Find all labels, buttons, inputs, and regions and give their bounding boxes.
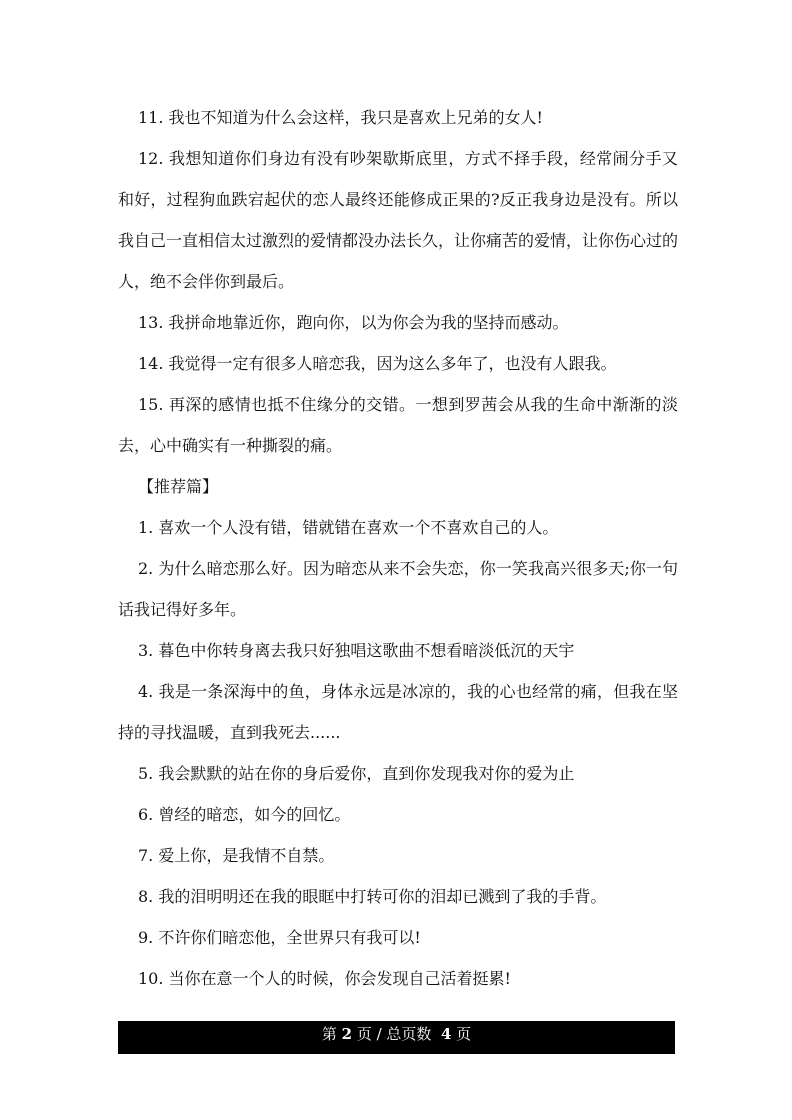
footer-total-pages: 4: [440, 1025, 452, 1043]
page-footer: [118, 1021, 675, 1054]
recommended-item-7: 7. 爱上你，是我情不自禁。: [138, 846, 335, 865]
recommended-item-9: 9. 不许你们暗恋他，全世界只有我可以!: [138, 928, 421, 947]
paragraph-11: 11. 我也不知道为什么会这样，我只是喜欢上兄弟的女人!: [138, 108, 543, 127]
footer-prefix: 第: [321, 1025, 342, 1043]
footer-middle: 页 / 总页数: [352, 1025, 441, 1043]
recommended-item-8: 8. 我的泪明明还在我的眼眶中打转可你的泪却已溅到了我的手背。: [138, 887, 607, 906]
page-content: [118, 97, 678, 999]
recommended-item-10: 10. 当你在意一个人的时候，你会发现自己活着挺累!: [138, 969, 511, 988]
recommended-item-4: 4. 我是一条深海中的鱼，身体永远是冰凉的，我的心也经常的痛，但我在坚持的寻找温暖，直到我死去......: [118, 682, 678, 742]
footer-current-page: 2: [341, 1025, 353, 1043]
recommended-item-5: 5. 我会默默的站在你的身后爱你，直到你发现我对你的爱为止: [138, 764, 575, 783]
recommended-item-3: 3. 暮色中你转身离去我只好独唱这歌曲不想看暗淡低沉的天宇: [138, 641, 575, 660]
recommended-item-1: 1. 喜欢一个人没有错，错就错在喜欢一个不喜欢自己的人。: [138, 518, 559, 537]
paragraph-12: 12. 我想知道你们身边有没有吵架歇斯底里，方式不择手段，经常闹分手又和好，过程狗血跌宕起伏的恋人最终还能修成正果的?反正我身边是没有。所以我自己一直相信太过激烈的爱情都没办法长久，让你痛苦的爱情，让你伤心过的人，绝不会伴你到最后。: [118, 149, 679, 291]
recommended-item-2: 2. 为什么暗恋那么好。因为暗恋从来不会失恋，你一笑我高兴很多天;你一句话我记得好多年。: [118, 559, 678, 619]
paragraph-13: 13. 我拼命地靠近你，跑向你，以为你会为我的坚持而感动。: [138, 313, 569, 332]
paragraph-15: 15. 再深的感情也抵不住缘分的交错。一想到罗茜会从我的生命中渐渐的淡去，心中确实有一种撕裂的痛。: [118, 395, 678, 455]
section-heading: 【推荐篇】: [138, 477, 219, 496]
paragraph-14: 14. 我觉得一定有很多人暗恋我，因为这么多年了，也没有人跟我。: [138, 354, 617, 373]
footer-suffix: 页: [451, 1025, 472, 1043]
recommended-item-6: 6. 曾经的暗恋，如今的回忆。: [138, 805, 351, 824]
